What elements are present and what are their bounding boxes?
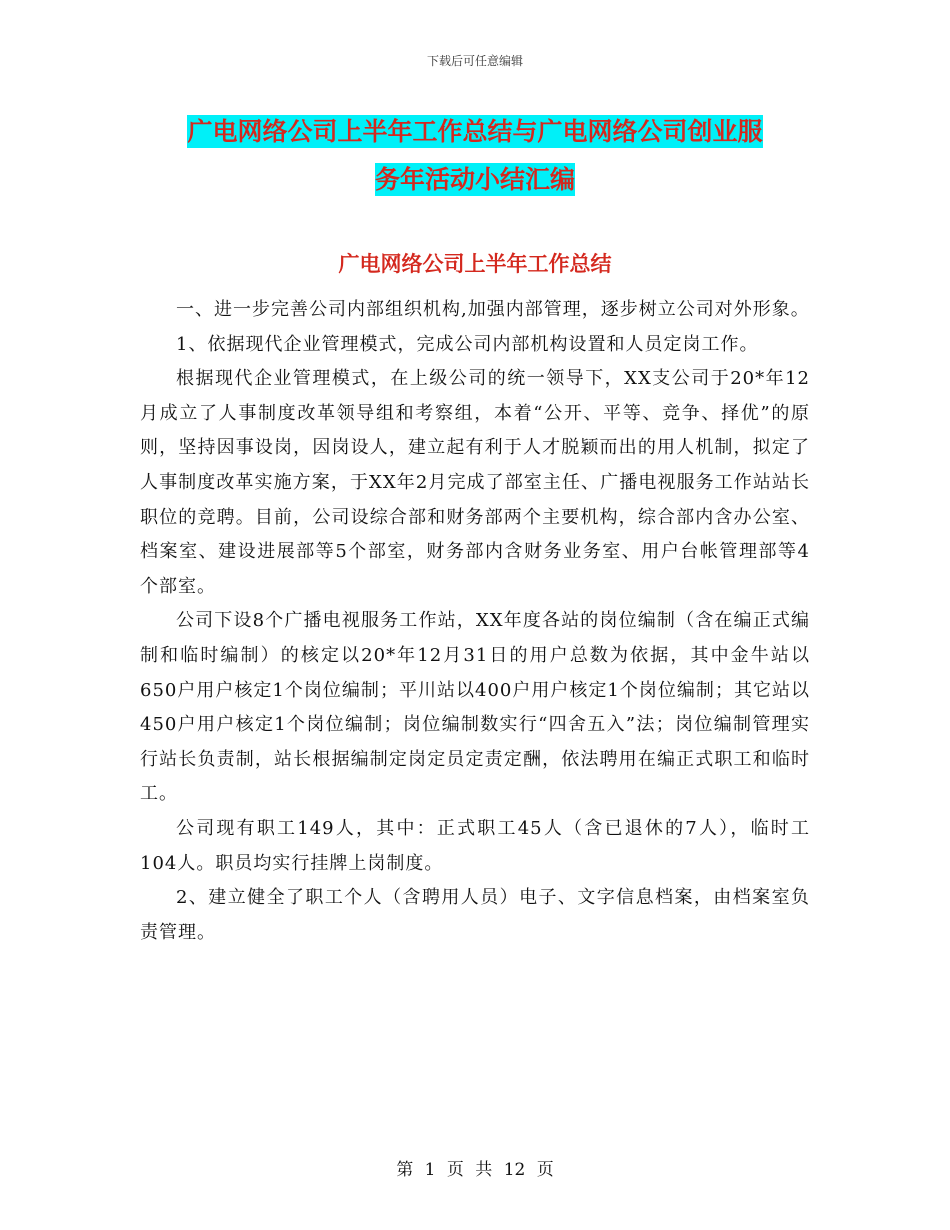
header-note: 下载后可任意编辑 [426,54,523,68]
section-title: 广电网络公司上半年工作总结 [338,252,612,276]
paragraph: 1、依据现代企业管理模式，完成公司内部机构设置和人员定岗工作。 [176,333,759,355]
paragraph: 一、进一步完善公司内部组织机构,加强内部管理，逐步树立公司对外形象。 [176,299,810,320]
document-title-line-2: 务年活动小结汇编 [374,165,575,194]
page-footer: 第 1 页 共 12 页 [396,1160,554,1180]
document-body [140,293,810,950]
document-title [140,108,810,204]
paragraph: 根据现代企业管理模式，在上级公司的统一领导下，XX支公司于20*年12月成立了人事制度改革领导组和考察组，本着“公开、平等、竞争、择优”的原则，坚持因事设岗，因岗设人，建立起有利于人才脱颖而出的用人机制，拟定了人事制度改革实施方案，于XX年2月完成了部室主任、广播电视服务工作站站长职位的竞聘。目前，公司设综合部和财务部两个主要机构，综合部内含办公室、档案室、建设进展部等5个部室，财务部内含财务业务室、用户台帐管理部等4个部室。 [140,368,810,597]
document-title-line-1: 广电网络公司上半年工作总结与广电网络公司创业服 [187,117,763,146]
paragraph: 公司现有职工149人，其中：正式职工45人（含已退休的7人），临时工104人。职员均实行挂牌上岗制度。 [140,817,810,874]
paragraph: 2、建立健全了职工个人（含聘用人员）电子、文字信息档案，由档案室负责管理。 [140,887,810,943]
paragraph: 公司下设8个广播电视服务工作站，XX年度各站的岗位编制（含在编正式编制和临时编制）的核定以20*年12月31日的用户总数为依据，其中金牛站以650户用户核定1个岗位编制；平川站以400户用户核定1个岗位编制；其它站以450户用户核定1个岗位编制；岗位编制数实行“四舍五入”法；岗位编制管理实行站长负责制，站长根据编制定岗定员定责定酬，依法聘用在编正式职工和临时工。 [140,610,810,805]
